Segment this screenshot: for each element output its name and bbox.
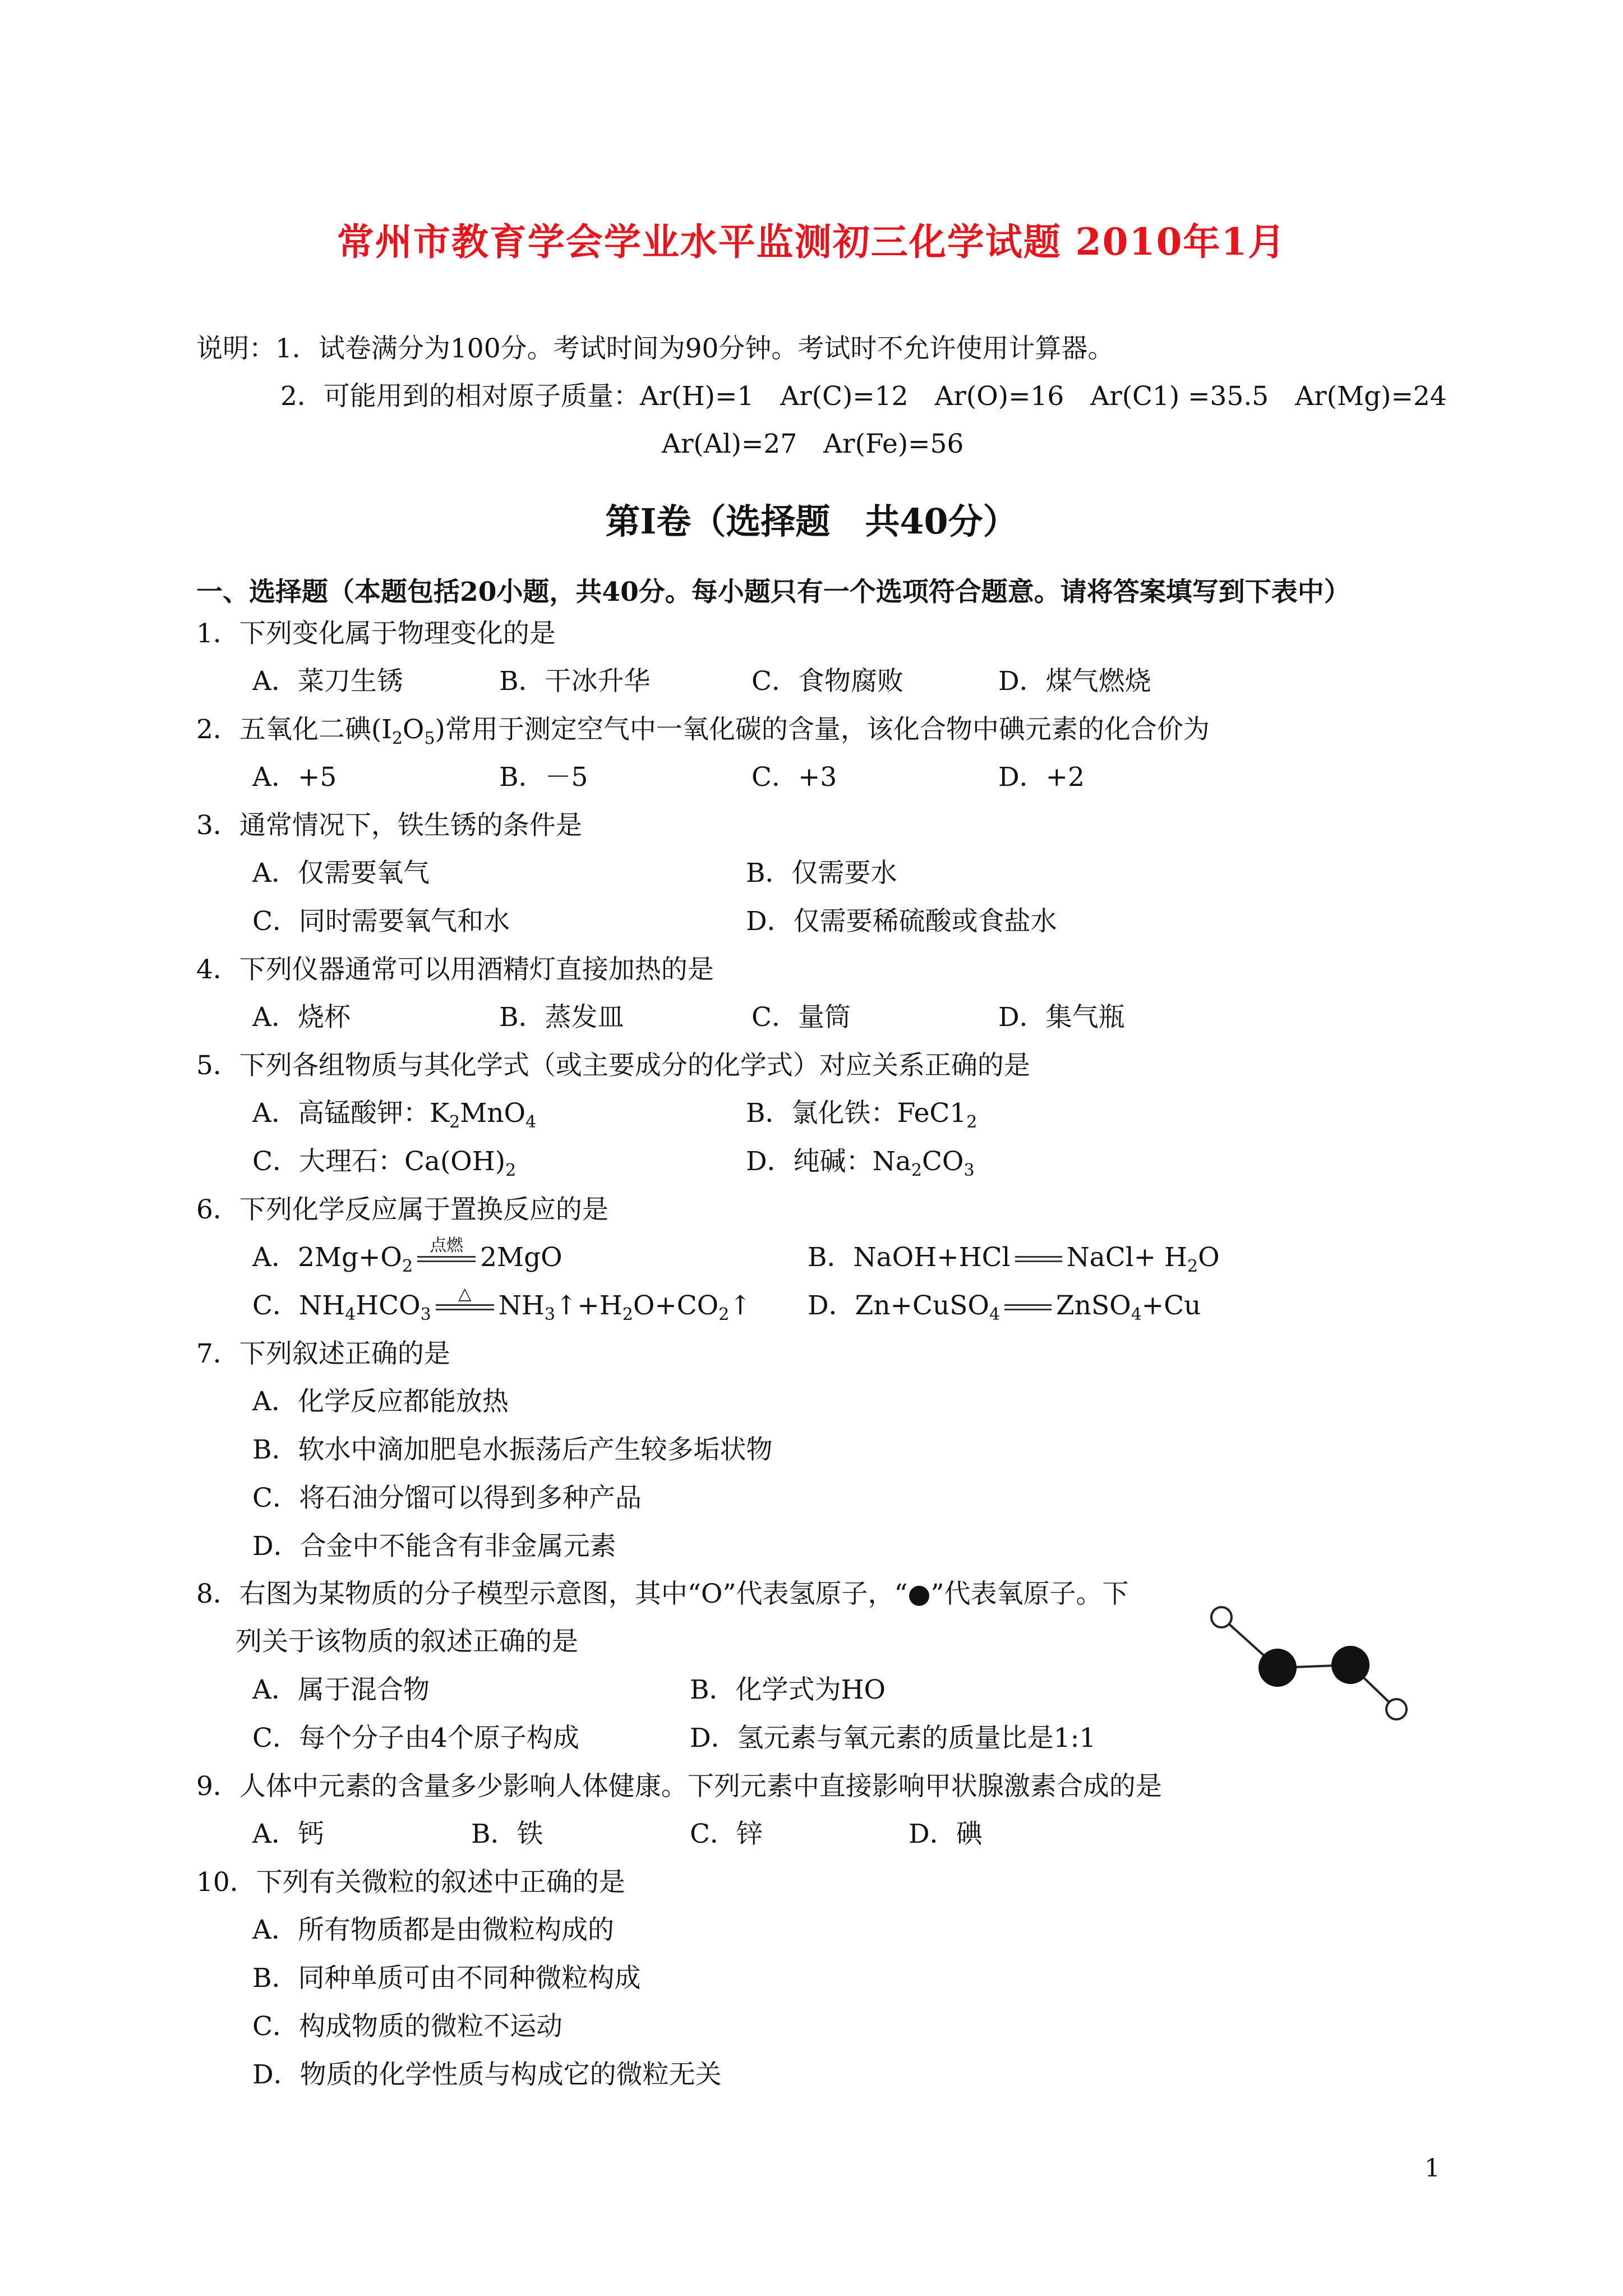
instruction-line-3: Ar(Al)=27 Ar(Fe)=56 [662,429,964,459]
q5-option-c: C．大理石：$Ca(OH)_2$ [252,1146,517,1180]
q4-option-d: D．集气瓶 [998,1002,1125,1033]
question-8-stem: 8．右图为某物质的分子模型示意图，其中“O”代表氢原子，“●”代表氧原子。下 [196,1579,1129,1609]
q9-option-b: B．铁 [471,1819,543,1849]
oxygen-atom [1331,1646,1370,1684]
q5-option-a: A．高锰酸钾：$K_2MnO_4$ [252,1098,537,1132]
q5-option-d: D．纯碱：$Na_2CO_3$ [746,1146,975,1180]
q8-option-c: C．每个分子由4个原子构成 [252,1723,579,1754]
q7-option-a: A．化学反应都能放热 [252,1386,509,1417]
exam-title: 常州市教育学会学业水平监测初三化学试题 2010年1月 [336,220,1287,264]
q7-option-c: C．将石油分馏可以得到多种产品 [252,1483,642,1513]
question-5-stem: 5．下列各组物质与其化学式（或主要成分的化学式）对应关系正确的是 [196,1050,1030,1081]
q1-option-a: A．菜刀生锈 [252,666,403,697]
reaction-arrow: 点燃 [413,1248,480,1271]
q6-option-a: A．$2Mg+O_2$ 点燃 2MgO [252,1236,562,1276]
hydrogen-atom [1211,1607,1232,1627]
q8-option-a: A．属于混合物 [252,1674,430,1705]
hydrogen-atom [1386,1699,1407,1719]
q6-option-d: D．Zn+CuSO$_4$ ZnSO$_4$+Cu [808,1290,1201,1324]
q10-option-a: A．所有物质都是由微粒构成的 [252,1915,614,1945]
q2-option-d: D．+2 [998,762,1085,793]
q4-option-a: A．烧杯 [252,1002,351,1033]
q3-option-b: B．仅需要水 [746,858,897,889]
q3-option-c: C．同时需要氧气和水 [252,906,510,937]
q1-option-d: D．煤气燃烧 [998,666,1151,697]
q1-option-b: B．干冰升华 [499,666,651,697]
q10-option-d: D．物质的化学性质与构成它的微粒无关 [252,2059,722,2090]
question-8-stem-cont: 列关于该物质的叙述正确的是 [236,1626,578,1657]
molecule-model-diagram [1189,1585,1424,1731]
oxygen-atom [1258,1649,1297,1687]
reaction-equals [1000,1296,1056,1319]
question-2-stem: 2．五氧化二碘$(I_2O_5)$常用于测定空气中一氧化碳的含量，该化合物中碘元素的化合价为 [196,714,1210,748]
q4-option-c: C．量筒 [751,1002,851,1033]
q7-option-d: D．合金中不能含有非金属元素 [252,1531,616,1562]
q3-option-d: D．仅需要稀硫酸或食盐水 [746,906,1057,937]
q2-option-b: B．－5 [499,762,588,793]
q10-option-b: B．同种单质可由不同种微粒构成 [252,1963,641,1994]
instruction-line-2: 2．可能用到的相对原子质量：Ar(H)=1 Ar(C)=12 Ar(O)=16 Ar(C1) =35.5 Ar(Mg)=24 [280,381,1447,412]
page-number: 1 [1424,2154,1440,2183]
q2-option-c: C．+3 [751,762,837,793]
q9-option-a: A．钙 [252,1819,324,1849]
question-6-stem: 6．下列化学反应属于置换反应的是 [196,1194,608,1225]
q1-option-c: C．食物腐败 [751,666,903,697]
q7-option-b: B．软水中滴加肥皂水振荡后产生较多垢状物 [252,1434,773,1465]
q6-option-b: B．NaOH+HCl NaCl+ $H_2O$ [808,1242,1220,1276]
q9-option-c: C．锌 [690,1819,763,1849]
question-10-stem: 10．下列有关微粒的叙述中正确的是 [196,1867,625,1898]
q3-option-a: A．仅需要氧气 [252,858,430,889]
q10-option-c: C．构成物质的微粒不运动 [252,2011,562,2042]
question-7-stem: 7．下列叙述正确的是 [196,1338,450,1369]
q5-option-b: B．氯化铁：$FeC1_2$ [746,1098,978,1132]
q4-option-b: B．蒸发皿 [499,1002,624,1033]
q6-option-c: C．$NH_4HCO_3$ △ $NH_3↑+H_2O+CO_2↑$ [252,1284,751,1324]
q8-option-d: D．氢元素与氧元素的质量比是1:1 [690,1723,1096,1754]
reaction-arrow: △ [431,1296,499,1319]
question-1-stem: 1．下列变化属于物理变化的是 [196,618,556,649]
q9-option-d: D．碘 [909,1819,983,1849]
instruction-line-1: 说明：1．试卷满分为100分。考试时间为90分钟。考试时不允许使用计算器。 [196,333,1114,364]
question-4-stem: 4．下列仪器通常可以用酒精灯直接加热的是 [196,954,714,985]
reaction-equals [1011,1248,1067,1271]
q8-option-b: B．化学式为HO [690,1674,886,1705]
question-3-stem: 3．通常情况下，铁生锈的条件是 [196,810,582,841]
q2-option-a: A．+5 [252,762,337,793]
volume-title: 第Ⅰ卷（选择题 共40分） [605,501,1018,542]
question-9-stem: 9．人体中元素的含量多少影响人体健康。下列元素中直接影响甲状腺激素合成的是 [196,1771,1162,1802]
section-header: 一、选择题（本题包括20小题，共40分。每小题只有一个选项符合题意。请将答案填写到下表中） [196,577,1350,608]
